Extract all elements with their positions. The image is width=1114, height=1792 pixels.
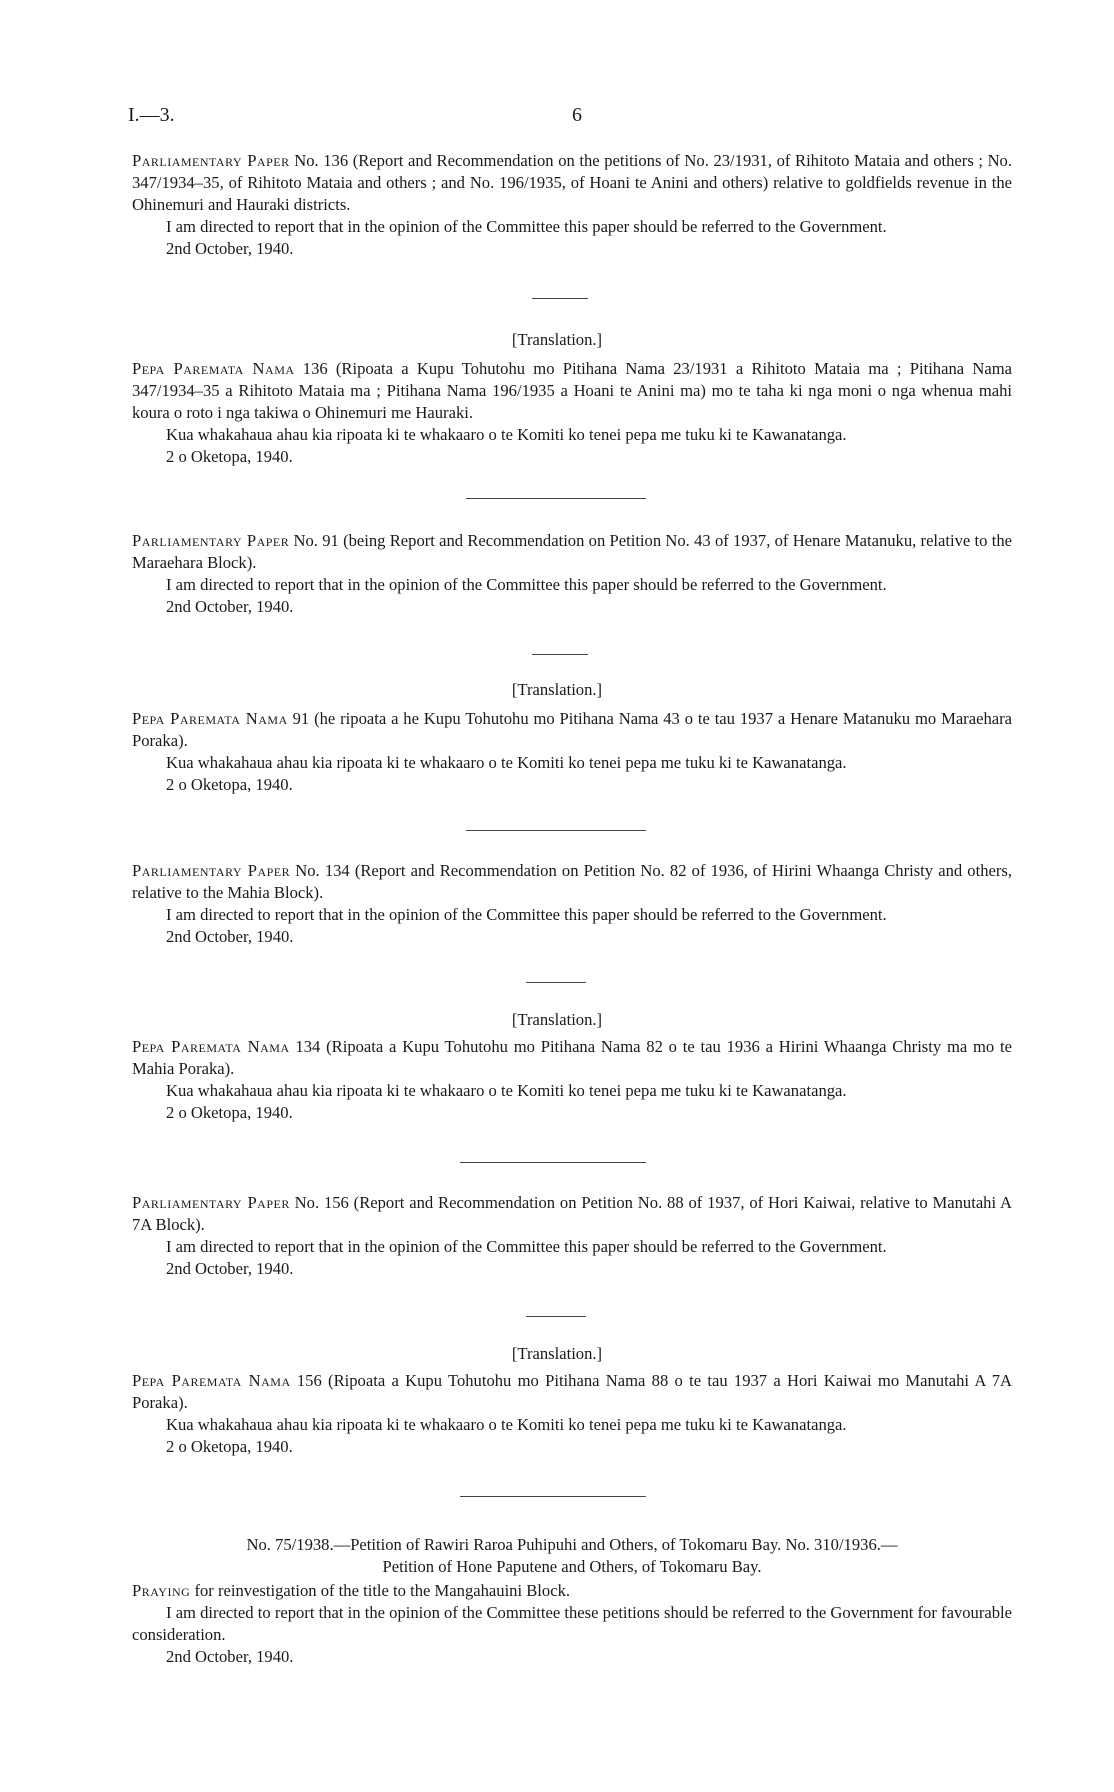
- translation-label: [Translation.]: [511, 1010, 603, 1029]
- paper-body: No. 156 (Report and Recommendation on Petition No. 88 of 1937, of Hori Kaiwai, relative to Manutahi A 7A Block).: [132, 1193, 1012, 1234]
- petition-date: 2nd October, 1940.: [166, 1647, 294, 1666]
- section-divider: [460, 1162, 646, 1163]
- translation-body: 134 (Ripoata a Kupu Tohutohu mo Pitihana Nama 82 o te tau 1936 a Hirini Whaanga Christy ma mo te Mahia Poraka).: [132, 1037, 1012, 1078]
- paper-156-report: [132, 1192, 1012, 1280]
- translation-date: 2 o Oketopa, 1940.: [166, 447, 293, 466]
- translation-label: [Translation.]: [511, 1344, 603, 1363]
- short-divider: [526, 982, 586, 983]
- translation-date: 2 o Oketopa, 1940.: [166, 1103, 293, 1122]
- page-number: 6: [572, 104, 582, 126]
- paper-date: 2nd October, 1940.: [166, 927, 294, 946]
- translation-lead: Pepa Paremata Nama: [132, 359, 295, 378]
- translation-label: [Translation.]: [511, 330, 603, 349]
- document-reference: I.—3.: [128, 104, 175, 126]
- paper-body: No. 91 (being Report and Recommendation on Petition No. 43 of 1937, of Henare Matanuku, relative to the Maraehara Block).: [132, 531, 1012, 572]
- praying-lead: Praying: [132, 1581, 191, 1600]
- paper-91-translation: [132, 708, 1012, 796]
- short-divider: [526, 1316, 586, 1317]
- paper-134-translation: [132, 1036, 1012, 1124]
- paper-136-translation: [132, 358, 1012, 468]
- paper-date: 2nd October, 1940.: [166, 239, 294, 258]
- translation-directive: Kua whakahaua ahau kia ripoata ki te whakaaro o te Komiti ko tenei pepa me tuku ki te Kawanatanga.: [166, 1415, 847, 1434]
- translation-date: 2 o Oketopa, 1940.: [166, 1437, 293, 1456]
- petition-body: [132, 1580, 1012, 1668]
- short-divider: [532, 654, 588, 655]
- paper-directive: I am directed to report that in the opinion of the Committee this paper should be referred to the Government.: [166, 905, 887, 924]
- translation-lead: Pepa Paremata Nama: [132, 709, 288, 728]
- paper-directive: I am directed to report that in the opinion of the Committee this paper should be referred to the Government.: [166, 575, 887, 594]
- translation-lead: Pepa Paremata Nama: [132, 1037, 290, 1056]
- translation-body: 156 (Ripoata a Kupu Tohutohu mo Pitihana Nama 88 o te tau 1937 a Hori Kaiwai mo Manutahi A 7A Poraka).: [132, 1371, 1012, 1412]
- petition-title-line2: Petition of Hone Paputene and Others, of Tokomaru Bay.: [382, 1557, 762, 1576]
- paper-136-report: [132, 150, 1012, 260]
- paper-date: 2nd October, 1940.: [166, 597, 294, 616]
- translation-lead: Pepa Paremata Nama: [132, 1371, 291, 1390]
- paper-lead: Parliamentary Paper: [132, 861, 291, 880]
- section-divider: [460, 1496, 646, 1497]
- paper-body: No. 134 (Report and Recommendation on Petition No. 82 of 1936, of Hirini Whaanga Christy and others, relative to the Mahia Block).: [132, 861, 1013, 902]
- translation-directive: Kua whakahaua ahau kia ripoata ki te whakaaro o te Komiti ko tenei pepa me tuku ki te Kawanatanga.: [166, 1081, 847, 1100]
- paper-directive: I am directed to report that in the opinion of the Committee this paper should be referred to the Government.: [166, 217, 887, 236]
- paper-lead: Parliamentary Paper: [132, 151, 290, 170]
- section-divider: [466, 830, 646, 831]
- paper-91-report: [132, 530, 1012, 618]
- translation-label: [Translation.]: [511, 680, 603, 699]
- paper-134-report: [132, 860, 1012, 948]
- praying-body: for reinvestigation of the title to the Mangahauini Block.: [190, 1581, 571, 1600]
- paper-directive: I am directed to report that in the opinion of the Committee this paper should be referred to the Government.: [166, 1237, 887, 1256]
- translation-body: 91 (he ripoata a he Kupu Tohutohu mo Pitihana Nama 43 o te tau 1937 a Henare Matanuku mo Maraehara Poraka).: [132, 709, 1012, 750]
- translation-directive: Kua whakahaua ahau kia ripoata ki te whakaaro o te Komiti ko tenei pepa me tuku ki te Kawanatanga.: [166, 753, 847, 772]
- translation-body: 136 (Ripoata a Kupu Tohutohu mo Pitihana Nama 23/1931 a Rihitoto Mataia ma ; Pitihana Nama 347/1934–35 a Rihitoto Mataia ma ; Pitihana Nama 196/1935 a Hoani te Anini ma) mo te taha ki nga moni o nga whenua mahi koura o roto i nga takiwa o Ohinemuri me Hauraki.: [132, 359, 1012, 422]
- petition-directive: I am directed to report that in the opinion of the Committee these petitions should be referred to the Government for favourable consideration.: [132, 1603, 1012, 1644]
- paper-lead: Parliamentary Paper: [132, 1193, 290, 1212]
- petition-title: [132, 1534, 1012, 1578]
- translation-directive: Kua whakahaua ahau kia ripoata ki te whakaaro o te Komiti ko tenei pepa me tuku ki te Kawanatanga.: [166, 425, 847, 444]
- section-divider: [466, 498, 646, 499]
- short-divider: [532, 298, 588, 299]
- translation-date: 2 o Oketopa, 1940.: [166, 775, 293, 794]
- paper-lead: Parliamentary Paper: [132, 531, 290, 550]
- petition-title-line1: No. 75/1938.—Petition of Rawiri Raroa Puhipuhi and Others, of Tokomaru Bay. No. 310/1936.—: [246, 1535, 898, 1554]
- paper-date: 2nd October, 1940.: [166, 1259, 294, 1278]
- paper-body: No. 136 (Report and Recommendation on the petitions of No. 23/1931, of Rihitoto Mataia and others ; No. 347/1934–35, of Rihitoto Mataia and others ; and No. 196/1935, of Hoani te Anini and others) relative to goldfields revenue in the Ohinemuri and Hauraki districts.: [132, 151, 1013, 214]
- paper-156-translation: [132, 1370, 1012, 1458]
